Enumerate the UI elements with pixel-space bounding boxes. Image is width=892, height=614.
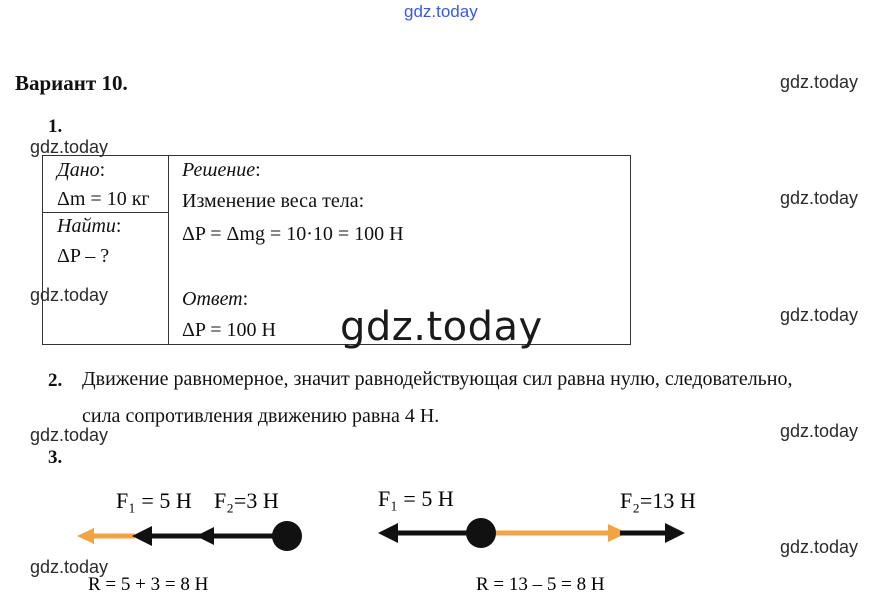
- find-label: Найти: [57, 215, 116, 237]
- task3-number: 3.: [48, 447, 63, 468]
- left-result-label: R = 5 + 3 = 8 Н: [88, 574, 209, 595]
- watermark-right-2: gdz.today: [780, 188, 859, 208]
- solution-label-row: [182, 159, 261, 182]
- left-resultant-arrowhead: [77, 528, 94, 544]
- left-f2-label: F₂=3 Н: [214, 488, 279, 513]
- right-body: [466, 518, 496, 548]
- table-divider: [168, 155, 169, 345]
- solution-label: Решение: [182, 159, 256, 181]
- watermark-left-4: gdz.today: [30, 557, 109, 577]
- solution-colon: :: [255, 159, 261, 181]
- watermark-top: gdz.today: [404, 2, 478, 21]
- given-colon: :: [99, 159, 106, 181]
- forces-diagram: [0, 470, 892, 614]
- find-label-row: [57, 215, 121, 238]
- left-f1-label: F₁ = 5 Н: [116, 488, 192, 513]
- given-value: Δm = 10 кг: [57, 188, 150, 210]
- find-value: ΔP – ?: [57, 245, 110, 267]
- solution-line1: Изменение веса тела:: [182, 190, 365, 212]
- right-f1-arrowhead: [378, 523, 398, 543]
- variant-title: Вариант 10.: [15, 71, 128, 95]
- given-label: Дано: [57, 159, 100, 181]
- solution-formula: ΔP = Δmg = 10·10 = 100 Н: [182, 223, 404, 245]
- watermark-left-3: gdz.today: [30, 425, 109, 445]
- left-body: [272, 521, 302, 551]
- right-f1-label: F₁ = 5 Н: [378, 486, 454, 511]
- task2-line2: сила сопротивления движению равна 4 Н.: [82, 405, 440, 427]
- watermark-left-2: gdz.today: [30, 285, 109, 305]
- right-result-label: R = 13 – 5 = 8 Н: [476, 574, 605, 595]
- watermark-left-1: gdz.today: [30, 137, 109, 157]
- task2-line1: Движение равномерное, значит равнодействующая сил равна нулю, следовательно,: [82, 368, 793, 390]
- watermark-big: gdz.today: [340, 304, 543, 350]
- task1-number: 1.: [48, 116, 63, 137]
- answer-label: Ответ: [182, 288, 243, 310]
- left-f2-arrowhead: [196, 527, 214, 545]
- task2-number: 2.: [48, 370, 63, 391]
- watermark-right-1: gdz.today: [780, 72, 859, 92]
- answer-colon: :: [242, 288, 249, 310]
- watermark-right-5: gdz.today: [780, 537, 859, 557]
- answer-value: ΔP = 100 Н: [182, 319, 276, 341]
- watermark-right-3: gdz.today: [780, 305, 859, 325]
- left-f1-arrowhead: [132, 526, 152, 546]
- find-colon: :: [115, 215, 122, 237]
- right-f2-label: F₂=13 Н: [620, 488, 696, 513]
- answer-label-row: [182, 288, 248, 311]
- given-label-row: [57, 159, 105, 182]
- watermark-right-4: gdz.today: [780, 421, 859, 441]
- given-underline: [42, 212, 168, 213]
- right-f2-arrowhead: [665, 523, 685, 543]
